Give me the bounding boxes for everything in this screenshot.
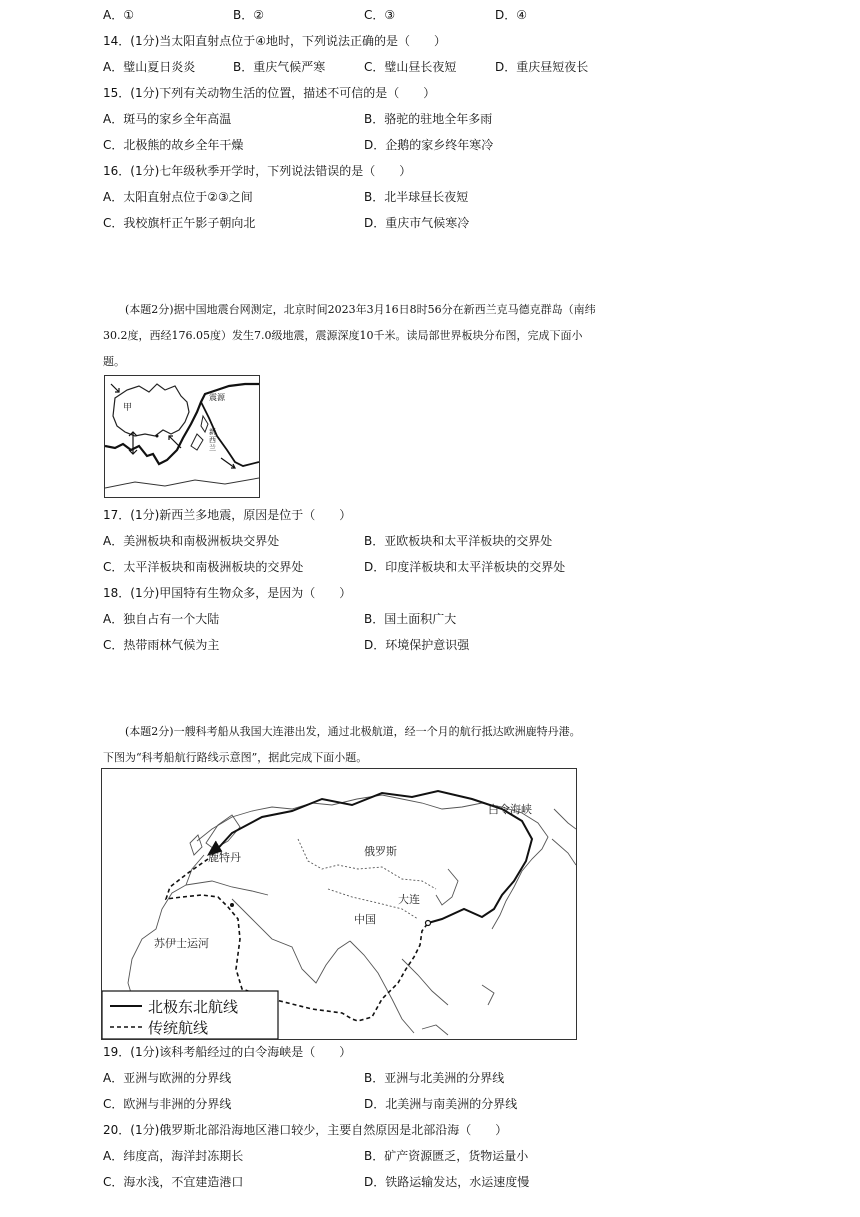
route-map (101, 768, 577, 1040)
q18-option-b: B．国土面积广大 (364, 612, 457, 626)
q15-stem: 15．(1分)下列有关动物生活的位置，描述不可信的是（ ） (103, 86, 436, 100)
map-label-zhenyuan: 震源 (209, 393, 225, 402)
q13-option-b: B．② (233, 8, 264, 22)
q15-option-c: C．北极熊的故乡全年干燥 (103, 138, 244, 152)
plate-boundary (105, 384, 259, 464)
svg-text:兰: 兰 (209, 444, 216, 452)
q18-stem: 18．(1分)甲国特有生物众多，是因为（ ） (103, 586, 352, 600)
q17-option-b: B．亚欧板块和太平洋板块的交界处 (364, 534, 553, 548)
dalian-marker (426, 921, 431, 926)
map-label-suez: 苏伊士运河 (154, 937, 209, 950)
section2-intro-line3: 题。 (103, 355, 125, 368)
q20-option-c: C．海水浅，不宜建造港口 (103, 1175, 244, 1189)
q17-option-a: A．美洲板块和南极洲板块交界处 (103, 534, 280, 548)
q14-option-c: C．璧山昼长夜短 (364, 60, 457, 74)
q20-option-b: B．矿产资源匮乏，货物运量小 (364, 1149, 529, 1163)
q19-option-b: B．亚洲与北美洲的分界线 (364, 1071, 505, 1085)
q13-option-d: D．④ (495, 8, 527, 22)
plate-map-drawing (105, 376, 259, 497)
legend-label-traditional: 传统航线 (148, 1019, 209, 1037)
q19-option-d: D．北美洲与南美洲的分界线 (364, 1097, 518, 1111)
suez-marker (230, 903, 234, 907)
plate-map (104, 375, 260, 498)
q20-option-d: D．铁路运输发达，水运速度慢 (364, 1175, 530, 1189)
q20-stem: 20．(1分)俄罗斯北部沿海地区港口较少，主要自然原因是北部沿海（ ） (103, 1123, 508, 1137)
svg-text:新: 新 (209, 428, 216, 436)
q17-option-c: C．太平洋板块和南极洲板块的交界处 (103, 560, 304, 574)
q15-option-a: A．斑马的家乡全年高温 (103, 112, 232, 126)
svg-text:西: 西 (209, 436, 216, 444)
map-label-jia: 甲 (123, 403, 133, 413)
q13-option-a: A．① (103, 8, 134, 22)
q16-option-a: A．太阳直射点位于②③之间 (103, 190, 253, 204)
q16-option-c: C．我校旗杆正午影子朝向北 (103, 216, 256, 230)
q17-option-d: D．印度洋板块和太平洋板块的交界处 (364, 560, 566, 574)
q18-option-c: C．热带雨林气候为主 (103, 638, 220, 652)
map-label-rotterdam: 鹿特丹 (208, 851, 241, 864)
route-map-drawing (102, 769, 576, 1039)
q18-option-a: A．独自占有一个大陆 (103, 612, 220, 626)
q14-option-a: A．璧山夏日炎炎 (103, 60, 196, 74)
section3-intro-line1: (本题2分)一艘科考船从我国大连港出发，通过北极航道，经一个月的航行抵达欧洲鹿特丹港。 (125, 725, 581, 738)
q15-option-d: D．企鹅的家乡终年寒冷 (364, 138, 494, 152)
antarctica-coast (105, 478, 259, 488)
section3-intro-line2: 下图为“科考船航行路线示意图”，据此完成下面小题。 (103, 751, 368, 764)
q19-option-c: C．欧洲与非洲的分界线 (103, 1097, 232, 1111)
legend-label-arctic: 北极东北航线 (148, 998, 239, 1016)
q20-option-a: A．纬度高，海洋封冻期长 (103, 1149, 244, 1163)
q13-option-c: C．③ (364, 8, 396, 22)
section2-intro-line2: 30.2度，西经176.05度）发生7.0级地震，震源深度10千米。读局部世界板块分布图，完成下面小 (103, 329, 583, 342)
map-label-russia: 俄罗斯 (364, 845, 397, 858)
map-label-dalian: 大连 (398, 893, 420, 906)
q19-option-a: A．亚洲与欧洲的分界线 (103, 1071, 232, 1085)
q17-stem: 17．(1分)新西兰多地震，原因是位于（ ） (103, 508, 352, 522)
map-label-bering: 白令海峡 (488, 803, 532, 816)
q14-option-d: D．重庆昼短夜长 (495, 60, 589, 74)
q16-stem: 16．(1分)七年级秋季开学时，下列说法错误的是（ ） (103, 164, 412, 178)
nz-south-island (191, 434, 203, 450)
q16-option-d: D．重庆市气候寒冷 (364, 216, 470, 230)
section2-intro-line1: (本题2分)据中国地震台网测定，北京时间2023年3月16日8时56分在新西兰克马德克群岛（南纬 (125, 303, 596, 316)
q18-option-d: D．环境保护意识强 (364, 638, 470, 652)
q14-stem: 14．(1分)当太阳直射点位于④地时，下列说法正确的是（ ） (103, 34, 447, 48)
map-label-china: 中国 (354, 913, 376, 926)
map-label-nz (209, 427, 216, 452)
q16-option-b: B．北半球昼长夜短 (364, 190, 469, 204)
q15-option-b: B．骆驼的驻地全年多雨 (364, 112, 493, 126)
q19-stem: 19．(1分)该科考船经过的白令海峡是（ ） (103, 1045, 352, 1059)
nz-north-island (201, 416, 208, 432)
q14-option-b: B．重庆气候严寒 (233, 60, 326, 74)
